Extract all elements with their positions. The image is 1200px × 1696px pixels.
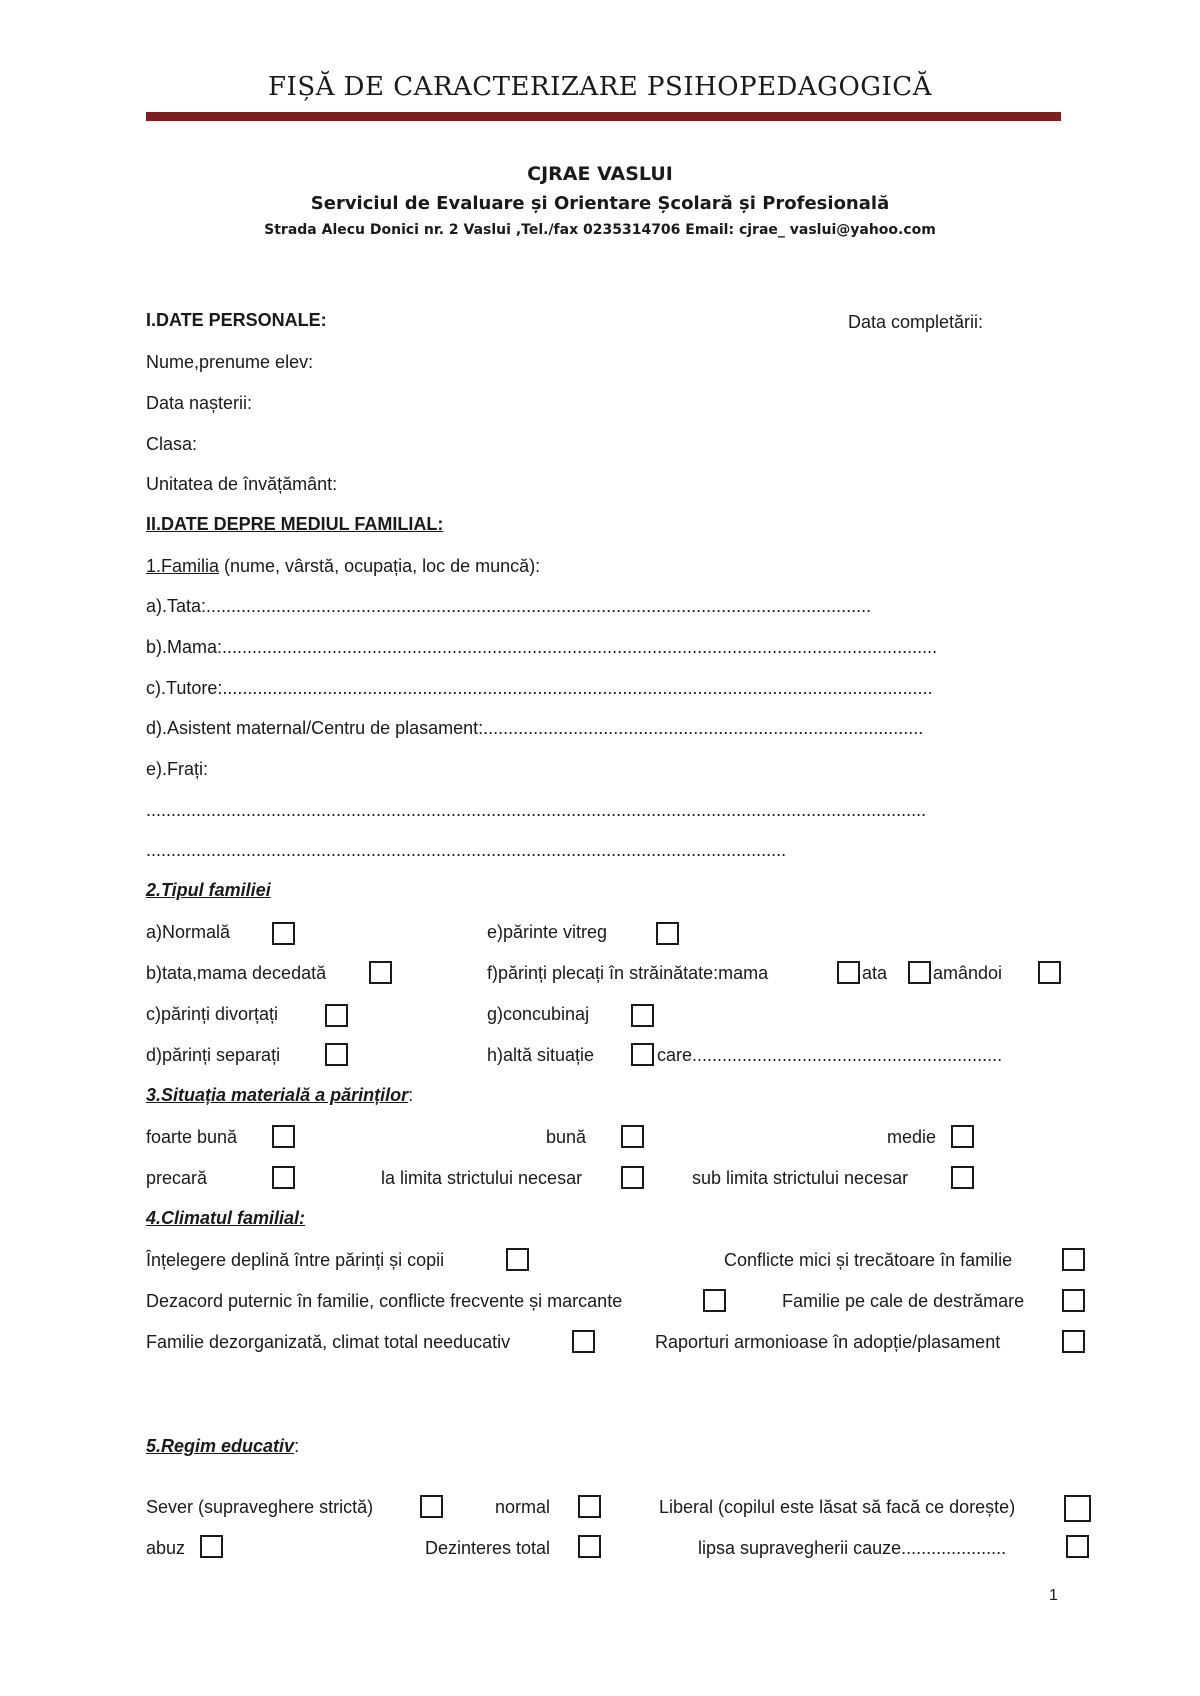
climate-strong-disagreement-checkbox[interactable] <box>703 1289 726 1312</box>
type-divorced-label: c)părinți divorțați <box>146 1004 279 1024</box>
type-divorced-checkbox[interactable] <box>325 1004 348 1027</box>
material-below-limit-checkbox[interactable] <box>951 1166 974 1189</box>
type-stepparent-label: e)părinte vitreg <box>487 922 608 942</box>
regime-abuse-checkbox[interactable] <box>200 1535 223 1558</box>
climate-harmonious-checkbox[interactable] <box>1062 1330 1085 1353</box>
climate-understanding-label: Înțelegere deplină între părinți și copii <box>146 1250 445 1270</box>
siblings-label: e).Frați: <box>146 759 209 779</box>
type-stepparent-checkbox[interactable] <box>656 922 679 945</box>
climate-understanding-checkbox[interactable] <box>506 1248 529 1271</box>
type-cohabitation-checkbox[interactable] <box>631 1004 654 1027</box>
climate-breaking-up-checkbox[interactable] <box>1062 1289 1085 1312</box>
material-very-good-checkbox[interactable] <box>272 1125 295 1148</box>
type-other-label: h)altă situație <box>487 1045 595 1065</box>
regime-disinterest-checkbox[interactable] <box>578 1535 601 1558</box>
material-good-checkbox[interactable] <box>621 1125 644 1148</box>
regime-liberal-checkbox[interactable] <box>1064 1495 1091 1522</box>
type-deceased-checkbox[interactable] <box>369 961 392 984</box>
regime-severe-label: Sever (supraveghere strictă) <box>146 1497 374 1517</box>
regime-heading-colon: : <box>294 1436 300 1456</box>
completion-date-label: Data completării: <box>848 312 984 332</box>
regime-normal-label: normal <box>495 1497 551 1517</box>
service-name: Serviciul de Evaluare și Orientare Școlară și Profesională <box>310 193 890 214</box>
mother-line: b).Mama:............................................................................................................................................... <box>146 637 938 657</box>
climate-minor-conflicts-checkbox[interactable] <box>1062 1248 1085 1271</box>
page-number: 1 <box>1049 1587 1058 1604</box>
climate-minor-conflicts-label: Conflicte mici și trecătoare în familie <box>724 1250 1013 1270</box>
class-label: Clasa: <box>146 434 198 454</box>
material-heading-colon: : <box>408 1085 414 1105</box>
climate-heading: 4.Climatul familial: <box>146 1208 306 1228</box>
document-title: FIȘĂ DE CARACTERIZARE PSIHOPEDAGOGICĂ <box>268 72 932 102</box>
regime-normal-checkbox[interactable] <box>578 1495 601 1518</box>
siblings-line-1: ............................................................................................................................................................ <box>146 800 927 820</box>
father-line: a).Tata:..................................................................................................................................... <box>146 596 872 616</box>
climate-harmonious-label: Raporturi armonioase în adopție/plasament <box>655 1332 1001 1352</box>
regime-heading <box>146 1436 299 1457</box>
abroad-both-label: amândoi <box>933 963 1003 983</box>
school-label: Unitatea de învățământ: <box>146 474 338 494</box>
climate-strong-disagreement-label: Dezacord puternic în familie, conflicte frecvente și marcante <box>146 1291 623 1311</box>
siblings-line-2: ................................................................................................................................ <box>146 840 787 860</box>
type-separated-checkbox[interactable] <box>325 1043 348 1066</box>
contact-line: Strada Alecu Donici nr. 2 Vaslui ,Tel./fax 0235314706 Email: cjrae_ vaslui@yahoo.com <box>264 222 936 238</box>
material-precarious-checkbox[interactable] <box>272 1166 295 1189</box>
birth-date-label: Data nașterii: <box>146 393 253 413</box>
type-normal-checkbox[interactable] <box>272 922 295 945</box>
title-rule <box>146 112 1061 121</box>
abroad-father-checkbox[interactable] <box>908 961 931 984</box>
regime-abuse-label: abuz <box>146 1538 186 1558</box>
climate-disorganized-checkbox[interactable] <box>572 1330 595 1353</box>
material-heading-text: 3.Situația materială a părinților <box>146 1085 409 1105</box>
regime-disinterest-label: Dezinteres total <box>425 1538 551 1558</box>
org-name: CJRAE VASLUI <box>527 163 673 185</box>
climate-breaking-up-label: Familie pe cale de destrămare <box>782 1291 1025 1311</box>
material-precarious-label: precară <box>146 1168 208 1188</box>
family-intro <box>146 556 540 577</box>
type-deceased-label: b)tata,mama decedată <box>146 963 327 983</box>
type-normal-label: a)Normală <box>146 922 231 942</box>
regime-lack-supervision-label: lipsa supravegherii cauze..................... <box>698 1538 1007 1558</box>
material-medium-label: medie <box>887 1127 937 1147</box>
material-very-good-label: foarte bună <box>146 1127 238 1147</box>
family-rest: (nume, vârstă, ocupația, loc de muncă): <box>219 556 541 576</box>
family-num: 1. <box>146 556 162 576</box>
material-below-limit-label: sub limita strictului necesar <box>692 1168 909 1188</box>
material-limit-label: la limita strictului necesar <box>381 1168 583 1188</box>
type-cohabitation-label: g)concubinaj <box>487 1004 590 1024</box>
abroad-mother-checkbox[interactable] <box>837 961 860 984</box>
climate-disorganized-label: Familie dezorganizată, climat total needucativ <box>146 1332 511 1352</box>
foster-line: d).Asistent maternal/Centru de plasament:........................................................................................ <box>146 718 924 738</box>
regime-lack-supervision-checkbox[interactable] <box>1066 1535 1089 1558</box>
student-name-label: Nume,prenume elev: <box>146 352 314 372</box>
regime-liberal-label: Liberal (copilul este lăsat să facă ce dorește) <box>659 1497 1016 1517</box>
family-type-heading: 2.Tipul familiei <box>146 880 271 900</box>
abroad-both-checkbox[interactable] <box>1038 961 1061 984</box>
type-other-which: care.............................................................. <box>657 1045 1003 1065</box>
material-medium-checkbox[interactable] <box>951 1125 974 1148</box>
regime-severe-checkbox[interactable] <box>420 1495 443 1518</box>
regime-heading-text: 5.Regim educativ <box>146 1436 295 1456</box>
material-good-label: bună <box>546 1127 587 1147</box>
family-word: Familia <box>161 556 220 576</box>
abroad-father-label: ata <box>862 963 888 983</box>
material-heading <box>146 1085 413 1106</box>
tutor-line: c).Tutore:.............................................................................................................................................. <box>146 678 933 698</box>
material-limit-checkbox[interactable] <box>621 1166 644 1189</box>
type-other-checkbox[interactable] <box>631 1043 654 1066</box>
type-separated-label: d)părinți separați <box>146 1045 281 1065</box>
section-family-heading: II.DATE DEPRE MEDIUL FAMILIAL: <box>146 514 444 534</box>
type-abroad-label: f)părinți plecați în străinătate:mama <box>487 963 769 983</box>
section-personal-heading: I.DATE PERSONALE: <box>146 310 327 330</box>
